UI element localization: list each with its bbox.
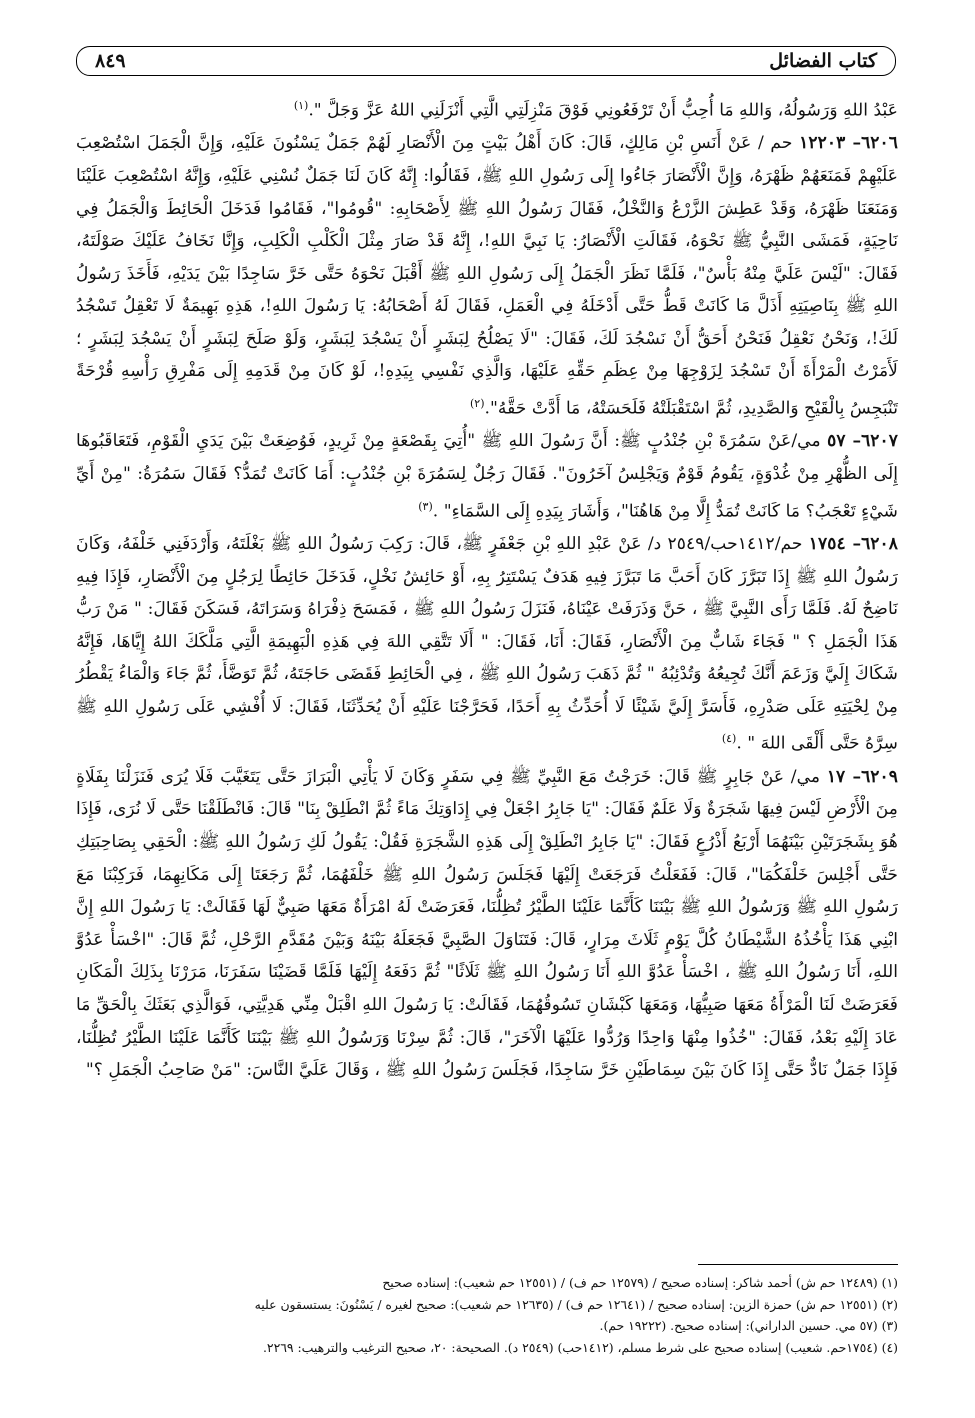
hadith-number: ٦٢٠٩– ١٧ <box>826 766 898 787</box>
footnote-ref[interactable]: (٢) <box>469 397 485 411</box>
footnote: (٤) (١٧٥٤حم. شعيب) إسناده صحيح على شرط مسلم، (١٤١٢حب) (٢٥٤٩ د). الصحيحة: ٢٠، صحيح الترغيب والترهيب: ٢٢٦٩. <box>262 1339 898 1355</box>
footnotes <box>76 1272 898 1358</box>
hadith-paragraph <box>76 425 898 528</box>
footnote-ref[interactable]: (٣) <box>418 499 433 513</box>
footnote-ref[interactable]: (٤) <box>721 732 737 746</box>
page-number: ٨٤٩ <box>95 50 126 72</box>
hadith-paragraph <box>76 127 898 425</box>
footnote-divider <box>698 1264 898 1265</box>
hadith-text: حم/١٤١٢حب/٢٥٤٩ د/ عَنْ عَبْدِ اللهِ بْنِ جَعْفَرٍ ﷺ، قَالَ: رَكِبَ رَسُولُ اللهِ ﷺ بَغْلَتَهُ، وَأَرْدَفَنِي خَلْفَهُ، وَكَانَ رَسُولُ اللهِ ﷺ إِذَا تَبَرَّزَ كَانَ أَحَبَّ مَا تَبَرَّزَ فِيهِ هَدَفٌ يَسْتَتِرُ بِهِ، أَوْ حَائِشُ نَخْلٍ، فَدَخَلَ حَائِطًا لِرَجُلٍ مِنَ الْأَنْصَارِ، فَإِذَا فِيهِ نَاضِحٌ لَهُ. فَلَمَّا رَأَى النَّبِيَّ ﷺ ، حَنَّ وَذَرَفَتْ عَيْنَاهُ، فَنَزَلَ رَسُولُ اللهِ ﷺ ، فَمَسَحَ ذِفْرَاهُ وَسَرَاتَهُ، فَسَكَنَ فَقَالَ: " مَنْ رَبُّ هَذَا الْجَمَلِ ؟ " فَجَاءَ شَابٌّ مِنَ الْأَنْصَارِ، فَقَالَ: أَنَا، فَقَالَ: " أَلَا تَتَّقِي اللهَ فِي هَذِهِ الْبَهِيمَةِ الَّتِي مَلَّكَكَ اللهُ إِيَّاهَا، فَإِنَّهُ شَكَاكَ إِلَيَّ وَزَعَمَ أَنَّكَ تُجِيعُهُ وَتُدْئِبُهُ " ثُمَّ ذَهَبَ رَسُولُ اللهِ ﷺ ، فِي الْحَائِطِ فَقَضَى حَاجَتَهُ، ثُمَّ تَوَضَّأَ، ثُمَّ جَاءَ وَالْمَاءُ يَقْطُرُ مِنْ لِحْيَتِهِ عَلَى صَدْرِهِ، فَأَسَرَّ إِلَيَّ شَيْئًا لَا أُحَدِّثُ بِهِ أَحَدًا، فَحَرَّجْنَا عَلَيْهِ أَنْ يُحَدِّثَنَا، فَقَالَ: لَا أُفْشِي عَلَى رَسُولِ اللهِ ﷺ سِرَّهُ حَتَّى أَلْقَى اللهَ " . <box>76 533 898 755</box>
book-title: كتاب الفضائل <box>769 50 877 72</box>
hadith-text: مي/ عَنْ جَابِرٍ ﷺ قَالَ: خَرَجْتُ مَعَ النَّبِيِّ ﷺ فِي سَفَرٍ وَكَانَ لَا يَأْتِي الْبَرَازَ حَتَّى يَتَغَيَّبَ فَلَا يُرَى فَنَزَلْنَا بِفَلَاةٍ مِنَ الْأَرْضِ لَيْسَ فِيهَا شَجَرَةٌ وَلَا عَلَمٌ فَقَالَ: "يَا جَابِرُ اجْعَلْ فِي إِدَاوَتِكَ مَاءً ثُمَّ انْطَلِقْ بِنَا" قَالَ: فَانْطَلَقْنَا حَتَّى لَا نُرَى، فَإِذَا هُوَ بِشَجَرَتَيْنِ بَيْنَهُمَا أَرْبَعُ أَذْرُعٍ فَقَالَ: "يَا جَابِرُ انْطَلِقْ إِلَى هَذِهِ الشَّجَرَةِ فَقُلْ: يَقُولُ لَكِ رَسُولُ اللهِ ﷺ: الْحَقِي بِصَاحِبَتِكِ حَتَّى أَجْلِسَ خَلْفَكُمَا"، قَالَ: فَفَعَلْتُ فَرَجَعَتْ إِلَيْهَا فَجَلَسَ رَسُولُ اللهِ ﷺ خَلْفَهُمَا، ثُمَّ رَجَعَتَا إِلَى مَكَانِهِمَا، فَرَكِبْنَا مَعَ رَسُولِ اللهِ ﷺ وَرَسُولُ اللهِ ﷺ بَيْنَنَا كَأَنَّمَا عَلَيْنَا الطَّيْرُ تُظِلُّنَا، فَعَرَضَتْ لَهُ امْرَأَةٌ مَعَهَا صَبِيٌّ لَهَا فَقَالَتْ: يَا رَسُولَ اللهِ إِنَّ ابْنِي هَذَا يَأْخُذُهُ الشَّيْطَانُ كُلَّ يَوْمٍ ثَلَاثَ مِرَارٍ، قَالَ: فَتَنَاوَلَ الصَّبِيَّ فَجَعَلَهُ بَيْنَهُ وَبَيْنَ مُقَدَّمِ الرَّحْلِ، ثُمَّ قَالَ: "اخْسَأْ عَدُوَّ اللهِ، أَنَا رَسُولُ اللهِ ﷺ ، اخْسَأْ عَدُوَّ اللهِ أَنَا رَسُولُ اللهِ ﷺ ثَلَاثًا" ثُمَّ دَفَعَهُ إِلَيْهَا فَلَمَّا قَضَيْنَا سَفَرَنَا، مَرَرْنَا بِذَلِكَ الْمَكَانِ فَعَرَضَتْ لَنَا الْمَرْأَةُ مَعَهَا صَبِيُّهَا، وَمَعَهَا كَبْشَانِ تَسُوقُهُمَا، فَقَالَتْ: يَا رَسُولَ اللهِ اقْبَلْ مِنِّي هَدِيَّتِي، فَوَالَّذِي بَعَثَكَ بِالْحَقِّ مَا عَادَ إِلَيْهِ بَعْدُ، فَقَالَ: "خُذُوا مِنْهَا وَاحِدًا وَرُدُّوا عَلَيْهَا الْآخَرَ"، قَالَ: ثُمَّ سِرْنَا وَرَسُولُ اللهِ ﷺ بَيْنَنَا كَأَنَّمَا عَلَيْنَا الطَّيْرُ تُظِلُّنَا، فَإِذَا جَمَلٌ نَادٌّ حَتَّى إِذَا كَانَ بَيْنَ سِمَاطَيْنِ خَرَّ سَاجِدًا، فَجَلَسَ رَسُولُ اللهِ ﷺ ، وَقَالَ عَلَيَّ النَّاسَ: "مَنْ صَاحِبُ الْجَمَلِ ؟" <box>76 766 898 1081</box>
hadith-paragraph <box>76 761 898 1087</box>
footnote: (٣) (٥٧ مي. حسين الداراني): إسناده صحيح. (١٩٢٢٢ حم). <box>599 1318 898 1333</box>
hadith-number: ٦٢٠٧– ٥٧ <box>827 431 899 452</box>
hadith-text: حم / عَنْ أَنَسِ بْنِ مَالِكٍ، قَالَ: كَانَ أَهْلُ بَيْتٍ مِنَ الْأَنْصَارِ لَهُمْ جَمَلٌ يَسْنُونَ عَلَيْهِ، وَإِنَّ الْجَمَلَ اسْتُصْعِبَ عَلَيْهِمْ فَمَنَعَهُمْ ظَهْرَهُ، وَإِنَّ الْأَنْصَارَ جَاءُوا إِلَى رَسُولِ اللهِ ﷺ، فَقَالُوا: إِنَّهُ كَانَ لَنَا جَمَلٌ نُسْنِي عَلَيْهِ، وَإِنَّهُ اسْتُصْعِبَ عَلَيْنَا وَمَنَعَنَا ظَهْرَهُ، وَقَدْ عَطِشَ الزَّرْعُ وَالنَّخْلُ، فَقَالَ رَسُولُ اللهِ ﷺ لِأَصْحَابِهِ: "قُومُوا"، فَقَامُوا فَدَخَلَ الْحَائِطَ وَالْجَمَلُ فِي نَاحِيَةٍ، فَمَشَى النَّبِيُّ ﷺ نَحْوَهُ، فَقَالَتِ الْأَنْصَارُ: يَا نَبِيَّ اللهِ!، إِنَّهُ قَدْ صَارَ مِثْلَ الْكَلْبِ الْكَلِبِ، وَإِنَّا نَخَافُ عَلَيْكَ صَوْلَتَهُ، فَقَالَ: "لَيْسَ عَلَيَّ مِنْهُ بَأْسٌ"، فَلَمَّا نَظَرَ الْجَمَلُ إِلَى رَسُولِ اللهِ ﷺ أَقْبَلَ نَحْوَهُ حَتَّى خَرَّ سَاجِدًا بَيْنَ يَدَيْهِ، فَأَخَذَ رَسُولُ اللهِ ﷺ بِنَاصِيَتِهِ أَذَلَّ مَا كَانَتْ قَطُّ حَتَّى أَدْخَلَهُ فِي الْعَمَلِ، فَقَالَ لَهُ أَصْحَابُهُ: يَا رَسُولَ اللهِ!، هَذِهِ بَهِيمَةٌ لَا تَعْقِلُ تَسْجُدُ لَكَ!، وَنَحْنُ نَعْقِلُ فَنَحْنُ أَحَقُّ أَنْ نَسْجُدَ لَكَ، فَقَالَ: "لَا يَصْلُحُ لِبَشَرٍ أَنْ يَسْجُدَ لِبَشَرٍ، وَلَوْ صَلَحَ لِبَشَرٍ أَنْ يَسْجُدَ لِبَشَرٍ ؛ لَأَمَرْتُ الْمَرْأَةَ أَنْ تَسْجُدَ لِزَوْجِهَا مِنْ عِظَمِ حَقِّهِ عَلَيْهَا، وَالَّذِي نَفْسِي بِيَدِهِ!، لَوْ كَانَ مِنْ قَدَمِهِ إِلَى مَفْرِقِ رَأْسِهِ قُرْحَةً تَنْبَجِسُ بِالْقَيْحِ وَالصَّدِيدِ، ثُمَّ اسْتَقْبَلَتْهُ فَلَحَسَتْهُ، مَا أَدَّتْ حَقَّهُ". <box>76 133 898 419</box>
footnote: (١) (١٢٤٨٩ حم ش) أحمد شاكر: إسناده صحيح / (١٢٥٧٩ حم ف) / (١٢٥٥١ حم شعيب): إسناده صحيح <box>382 1275 898 1290</box>
hadith-number: ٦٢٠٨– ١٧٥٤ <box>808 533 898 554</box>
footnote: (٢) (١٢٥٥١ حم ش) حمزة الزين: إسناده صحيح / (١٢٦٤١ حم ف) / (١٢٦٣٥ حم شعيب): صحيح لغيره / يَسْنُونَ: يستسقون عليه <box>254 1296 898 1312</box>
hadith-text: عَبْدُ اللهِ وَرَسُولُهُ، وَاللهِ مَا أُحِبُّ أَنْ تَرْفَعُونِي فَوْقَ مَنْزِلَتِي الَّتِي أَنْزَلَنِي اللهُ عَزَّ وَجَلَّ ". <box>308 100 898 121</box>
footnote-ref[interactable]: (١) <box>293 99 309 112</box>
hadith-text: مي/عَنْ سَمُرَةَ بْنِ جُنْدُبٍ ﷺ: أَنَّ رَسُولَ اللهِ ﷺ "أُتِيَ بِقَصْعَةٍ مِنْ ثَرِيدٍ، فَوُضِعَتْ بَيْنَ يَدَيِ الْقَوْمِ، فَتَعَاقَبُوهَا إِلَى الظُّهْرِ مِنْ غُدْوَةٍ، يَقُومُ قَوْمٌ وَيَجْلِسُ آخَرُونَ". فَقَالَ رَجُلٌ لِسَمُرَةَ بْنِ جُنْدُبٍ: أَمَا كَانَتْ تُمَدُّ؟ فَقَالَ سَمُرَةُ: "مِنْ أَيِّ شَيْءٍ تَعْجَبُ؟ مَا كَانَتْ تُمَدُّ إِلَّا مِنْ هَاهُنَا"، وَأَشَارَ بِيَدِهِ إِلَى السَّمَاءِ" . <box>76 431 898 522</box>
page-header <box>76 46 896 76</box>
hadith-paragraph <box>76 90 898 127</box>
hadith-number: ٦٢٠٦– ١٢٢٠٣ <box>799 133 899 154</box>
hadith-body <box>76 90 898 1087</box>
hadith-paragraph <box>76 528 898 761</box>
